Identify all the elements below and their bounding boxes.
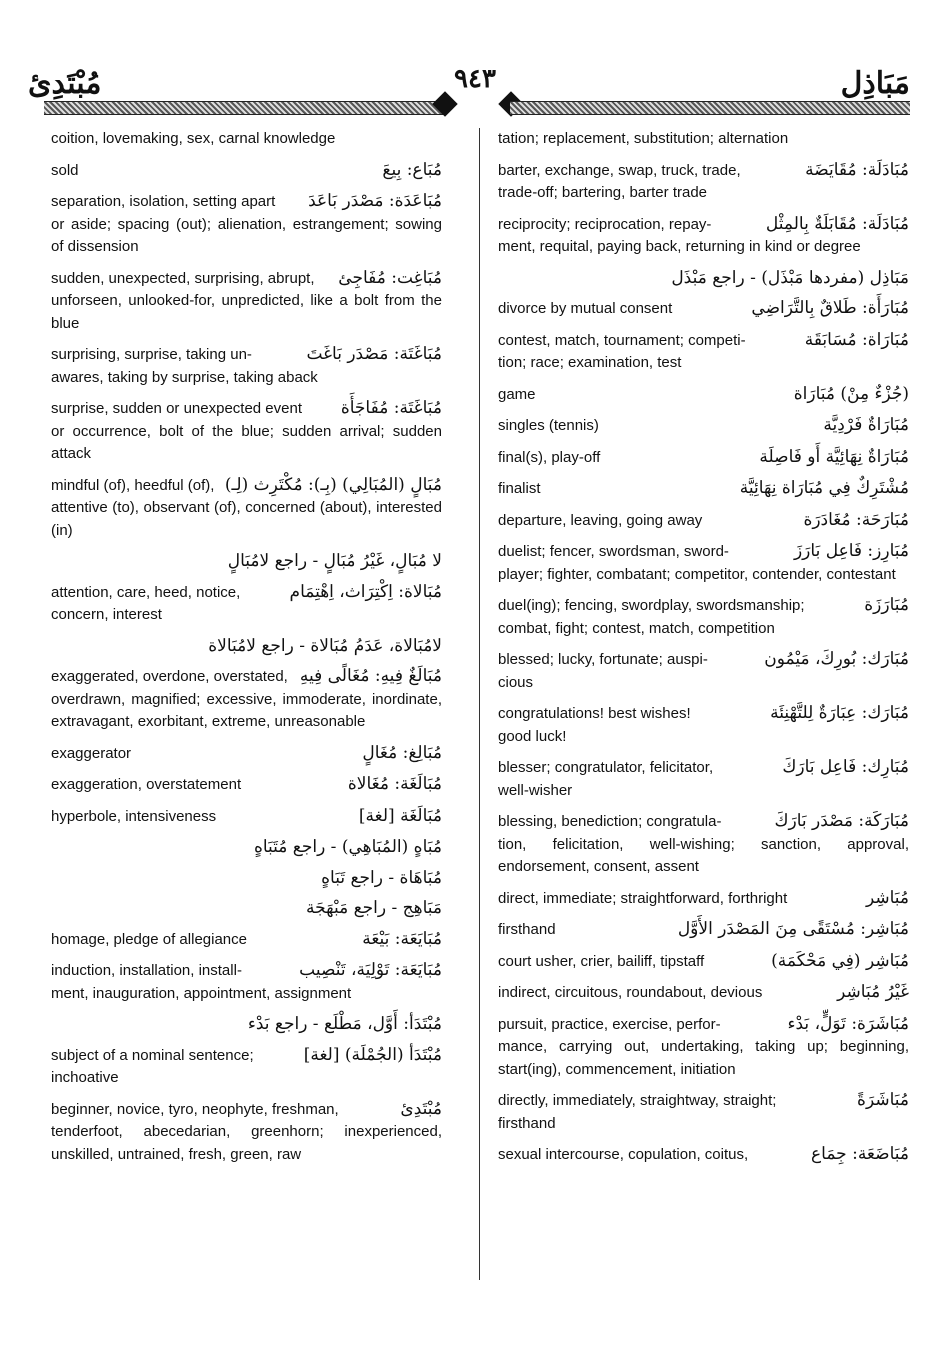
dictionary-entry [498, 918, 909, 942]
definition-continuation: overdrawn, magnified; excessive, immoderate, inordinate, extravagant, exorbitant, extreme, unreasonable [51, 690, 442, 730]
english-definition: direct, immediate; straightforward, forthright [498, 889, 788, 907]
arabic-headword: مُبْتَدِئ [400, 1098, 442, 1119]
dictionary-entry [51, 1013, 442, 1036]
header-guide-word-right: مَبَاذِل [840, 66, 910, 101]
english-definition: court usher, crier, bailiff, tipstaff [498, 952, 705, 970]
english-definition: surprising, surprise, taking un- [51, 346, 252, 363]
arabic-headword: مُبَارَزَة [864, 595, 909, 615]
arabic-headword: مُبْتَدَأ (الجُمْلَة) [لغة] [303, 1044, 442, 1065]
english-definition: sudden, unexpected, surprising, abrupt, [51, 269, 315, 287]
english-definition: surprise, sudden or unexpected event [51, 400, 302, 417]
arabic-headword: مُبَاغَتَة: مُفَاجَأَة [340, 398, 442, 418]
arabic-headword: (جُزْءٌ مِنْ) مُبَارَاة [793, 383, 909, 404]
arabic-headword: مُبَارَك: بُورِكَ، مَيْمُون [764, 649, 909, 669]
english-definition: induction, installation, install- [51, 962, 242, 979]
dictionary-entry [51, 928, 442, 952]
definition-continuation: or occurrence, bolt of the blue; sudden arrival; sudden attack [51, 422, 442, 462]
english-definition: duel(ing); fencing, swordplay, swordsmanship; [498, 597, 805, 614]
right-column [498, 128, 909, 1175]
english-definition: singles (tennis) [498, 417, 599, 434]
english-definition: blesser; congratulator, felicitator, [498, 759, 714, 776]
dictionary-entry [498, 950, 909, 974]
definition-continuation: or aside; spacing (out); alienation, estrangement; sowing of dissension [51, 215, 442, 255]
dictionary-entry [51, 867, 442, 890]
dictionary-entry [498, 1143, 909, 1167]
definition-continuation: good luck! [498, 727, 567, 745]
english-definition: pursuit, practice, exercise, perfor- [498, 1015, 721, 1033]
definition-continuation: cious [498, 673, 534, 691]
arabic-cross-reference: مَبَاذِل (مفردها مَبْذَل) - راجع مَبْذَل [671, 267, 909, 288]
english-definition: game [498, 385, 536, 403]
dictionary-entry [51, 128, 442, 151]
dictionary-entry [51, 343, 442, 389]
arabic-headword: مُبَارِز: فَاعِل بَارَزَ [793, 541, 909, 561]
english-definition: duelist; fencer, swordsman, sword- [498, 543, 729, 560]
english-definition: indirect, circuitous, roundabout, devious [498, 984, 763, 1001]
definition-continuation: firsthand [498, 1114, 556, 1132]
arabic-headword: مُبَارَكَة: مَصْدَر بَارَكَ [774, 811, 909, 831]
english-definition: blessing, benediction; congratula- [498, 813, 722, 830]
dictionary-entry [498, 756, 909, 802]
definition-continuation: unforseen, unlooked-for, unpredicted, like a bolt from the blue [51, 292, 442, 332]
english-definition: final(s), play-off [498, 448, 601, 466]
arabic-headword: مُبَاشِر (فِي مَحْكَمَة) [771, 950, 909, 971]
dictionary-entry [51, 581, 442, 627]
definition-continuation: tenderfoot, abecedarian, greenhorn; inexperienced, unskilled, untrained, fresh, green, raw [51, 1123, 442, 1163]
dictionary-entry [498, 213, 909, 259]
english-definition: divorce by mutual consent [498, 300, 673, 317]
definition-continuation: tion, felicitation, well-wishing; sanction, approval, endorsement, consent, assent [498, 835, 909, 875]
dictionary-entry [498, 267, 909, 290]
dictionary-entry [51, 397, 442, 466]
dictionary-entry [51, 159, 442, 183]
dictionary-entry [498, 648, 909, 694]
english-definition: blessed; lucky, fortunate; auspi- [498, 651, 708, 668]
dictionary-entry [498, 383, 909, 407]
arabic-headword: مُبَاعَدَة: مَصْدَر بَاعَدَ [308, 191, 442, 211]
arabic-headword: مُبَالاة: اِكْتِرَاث، اِهْتِمَام [289, 581, 442, 602]
dictionary-entry [51, 665, 442, 734]
dictionary-entry [51, 897, 442, 920]
definition-continuation: combat, fight; contest, match, competition [498, 619, 775, 637]
english-definition: barter, exchange, swap, truck, trade, [498, 161, 741, 179]
header-rule-left [44, 101, 446, 115]
arabic-headword: مُبَاشَرَة: تَوَلٍّ، بَدْء [787, 1013, 909, 1034]
dictionary-entry [51, 267, 442, 336]
arabic-headword: مُبَالَغَة [لغة] [358, 805, 442, 826]
definition-continuation: mance, carrying out, undertaking, taking up; beginning, start(ing), commencement, initiation [498, 1038, 909, 1078]
dictionary-entry [498, 414, 909, 438]
arabic-headword: مُبَارَأَة: طَلاقٌ بِالتَّرَاضِي [751, 298, 909, 318]
definition-continuation: well-wisher [498, 781, 573, 799]
english-definition: exaggeration, overstatement [51, 776, 242, 793]
arabic-cross-reference: لا مُبَالٍ، غَيْرُ مُبَالٍ - راجع لامُبَالٍ [227, 551, 442, 571]
english-definition: coition, lovemaking, sex, carnal knowledge [51, 130, 336, 147]
dictionary-entry [498, 509, 909, 533]
dictionary-entry [498, 810, 909, 879]
dictionary-entry [498, 887, 909, 911]
english-definition: sexual intercourse, copulation, coitus, [498, 1146, 749, 1163]
dictionary-entry [51, 742, 442, 766]
dictionary-entry [498, 128, 909, 151]
arabic-headword: مُبَارَاةٌ نِهَائِيَّة أَو فَاصِلَة [759, 446, 909, 467]
dictionary-entry [498, 1013, 909, 1082]
dictionary-entry [498, 297, 909, 321]
left-column [51, 128, 442, 1174]
column-divider [479, 128, 480, 1280]
arabic-headword: مُبَالِغ: مُغَالٍ [362, 742, 442, 763]
dictionary-entry [498, 540, 909, 586]
definition-continuation: awares, taking by surprise, taking aback [51, 368, 318, 386]
definition-continuation: trade-off; bartering, barter trade [498, 184, 708, 201]
english-definition: finalist [498, 480, 541, 497]
english-definition: beginner, novice, tyro, neophyte, freshman, [51, 1100, 339, 1118]
english-definition: tation; replacement, substitution; alternation [498, 130, 789, 147]
arabic-headword: مُبَالَغَة: مُغَالاة [347, 774, 442, 794]
english-definition: sold [51, 161, 79, 179]
dictionary-entry [51, 635, 442, 658]
arabic-headword: مُبَاشِر: مُسْتَقًى مِنَ المَصْدَر الأَوَّل [677, 919, 909, 939]
dictionary-entry [51, 1044, 442, 1090]
english-definition: subject of a nominal sentence; [51, 1046, 254, 1064]
header-guide-word-left: مُبْتَدِئ [28, 66, 102, 101]
dictionary-entry [498, 477, 909, 501]
english-definition: directly, immediately, straightway, straight; [498, 1092, 777, 1109]
arabic-cross-reference: مُبَاهٍ (المُبَاهِي) - راجع مُتَبَاهٍ [253, 837, 442, 857]
english-definition: exaggerated, overdone, overstated, [51, 668, 288, 685]
arabic-headword: مُبَالَغٌ فِيهِ: مُغَالًى فِيهِ [299, 666, 442, 686]
arabic-headword: مُبَايَعَة: تَوْلِيَة، تَنْصِيب [299, 960, 442, 980]
dictionary-entry [51, 836, 442, 859]
definition-continuation: player; fighter, combatant; competitor, contender, contestant [498, 565, 896, 583]
english-definition: homage, pledge of allegiance [51, 930, 247, 948]
dictionary-entry [51, 550, 442, 573]
dictionary-entry [498, 446, 909, 470]
arabic-headword: مُبَاغِت: مُفَاجِئ [338, 267, 442, 288]
english-definition: separation, isolation, setting apart [51, 193, 276, 210]
arabic-headword: مُبَارَاة: مُسَابَقَة [804, 329, 909, 350]
dictionary-entry [51, 773, 442, 797]
dictionary-entry [51, 805, 442, 829]
dictionary-entry [51, 959, 442, 1005]
dictionary-entry [498, 329, 909, 375]
definition-continuation: inchoative [51, 1069, 119, 1086]
arabic-headword: مُبَادَلَة: مُقَابَلَةٌ بِالمِثْل [765, 213, 909, 234]
dictionary-entry [498, 594, 909, 640]
arabic-headword: مُبَاغَتَة: مَصْدَر بَاغَتَ [306, 344, 442, 364]
english-definition: hyperbole, intensiveness [51, 807, 217, 825]
definition-continuation: ment, inauguration, appointment, assignment [51, 984, 352, 1002]
arabic-headword: مُبَاشَرَةً [857, 1090, 909, 1110]
arabic-headword: مُبَارَاةٌ فَرْدِيَّة [823, 415, 909, 435]
english-definition: mindful (of), heedful (of), [51, 476, 215, 494]
page-number: ٩٤٣ [454, 64, 496, 94]
arabic-headword: مُبَارَحَة: مُغَادَرَة [803, 509, 909, 530]
arabic-headword: مُبَاضَعَة: جِمَاع [811, 1144, 909, 1164]
arabic-headword: غَيْرُ مُبَاشِر [837, 982, 909, 1002]
arabic-headword: مُبَاع: بِيعَ [382, 159, 442, 180]
arabic-cross-reference: مُبْتَدَأ: أَوَّل، مَطْلَع - راجع بَدْء [247, 1014, 442, 1034]
arabic-headword: مُبَادَلَة: مُقَايَضَة [805, 159, 909, 180]
dictionary-entry [498, 702, 909, 748]
english-definition: firsthand [498, 921, 556, 938]
arabic-headword: مُبَارَك: عِبَارَةٌ لِلتَّهْنِئَة [770, 703, 909, 723]
arabic-headword: مُشْتَرِكٌ فِي مُبَارَاة نِهَائِيَّة [739, 478, 909, 498]
dictionary-entry [51, 1098, 442, 1167]
dictionary-entry [51, 474, 442, 543]
arabic-cross-reference: لامُبَالاة، عَدَمُ مُبَالاة - راجع لامُبَالاة [208, 635, 442, 656]
dictionary-entry [498, 981, 909, 1005]
arabic-headword: مُبَاشِر [865, 887, 909, 908]
arabic-cross-reference: مَبَاهِج - راجع مَبْهَجَة [306, 898, 442, 918]
english-definition: contest, match, tournament; competi- [498, 331, 746, 349]
english-definition: congratulations! best wishes! [498, 705, 691, 722]
dictionary-entry [498, 1089, 909, 1135]
english-definition: attention, care, heed, notice, [51, 583, 241, 601]
arabic-cross-reference: مُبَاهَاة - راجع تَبَاهٍ [321, 867, 442, 888]
definition-continuation: concern, interest [51, 606, 162, 623]
definition-continuation: attentive (to), observant (of), concerned (about), interested (in) [51, 499, 442, 539]
english-definition: reciprocity; reciprocation, repay- [498, 215, 712, 233]
header-rule-right [510, 101, 910, 115]
definition-continuation: tion; race; examination, test [498, 354, 682, 371]
dictionary-entry [51, 190, 442, 259]
english-definition: departure, leaving, going away [498, 511, 703, 529]
english-definition: exaggerator [51, 744, 132, 762]
definition-continuation: ment, requital, paying back, returning in kind or degree [498, 238, 861, 255]
arabic-headword: مُبَارِك: فَاعِل بَارَكَ [782, 757, 909, 777]
arabic-headword: مُبَايَعَة: بَيْعَة [362, 928, 442, 949]
arabic-headword: مُبَالٍ (المُبَالِي) (بِـ): مُكْتَرِث (لِـ) [224, 474, 442, 495]
dictionary-entry [498, 159, 909, 205]
